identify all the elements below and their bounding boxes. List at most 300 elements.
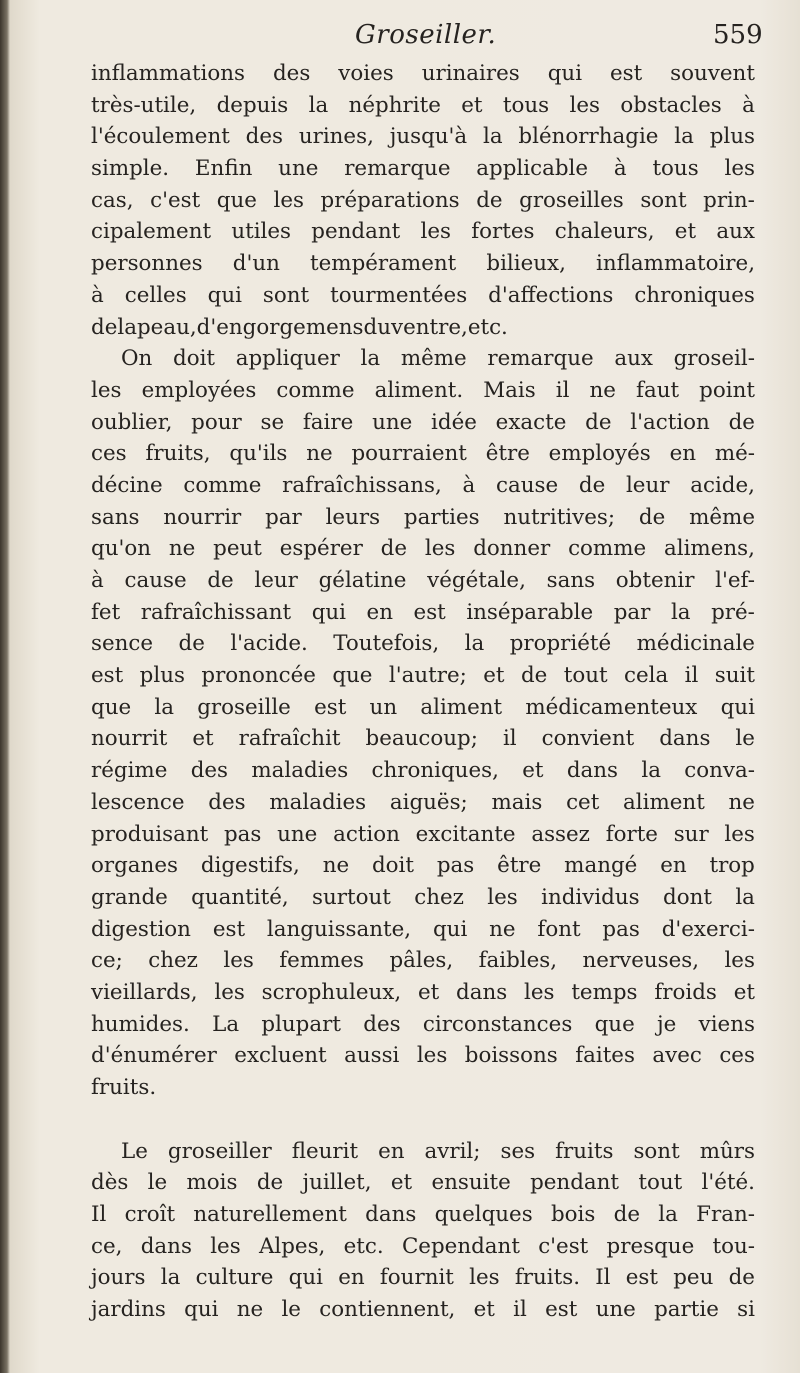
word: trop — [709, 853, 755, 879]
word: pré- — [711, 599, 755, 625]
word: qui — [720, 694, 755, 720]
text-line — [91, 1294, 755, 1326]
word: femmes — [279, 948, 365, 974]
word: il — [684, 663, 699, 689]
word: la — [160, 1265, 181, 1291]
word: avec — [652, 1043, 702, 1069]
word: employés — [548, 441, 651, 467]
word: ne — [306, 441, 333, 467]
word: rafraîchissant — [140, 599, 292, 625]
word: forte — [605, 821, 658, 847]
word: nourrit — [91, 726, 168, 752]
word: je — [657, 1011, 677, 1037]
word: ne — [589, 377, 616, 403]
word: de — [91, 314, 118, 340]
word: excluent — [234, 1043, 327, 1069]
word: c'est — [538, 1233, 589, 1259]
word: très-utile, — [91, 92, 197, 118]
word: et — [473, 1297, 495, 1323]
text-line — [91, 1167, 755, 1199]
word: qui — [547, 61, 583, 86]
word: dans — [365, 1202, 417, 1228]
word: fruits. — [91, 1075, 157, 1100]
word: de — [178, 631, 205, 657]
word: pendant — [311, 219, 401, 245]
word: action — [333, 821, 400, 847]
body-text — [91, 58, 755, 1326]
word: sence — [91, 631, 154, 657]
word: assez — [531, 821, 590, 847]
word: tempérament — [310, 251, 457, 277]
word: pendant — [530, 1170, 620, 1196]
word: croît — [124, 1202, 176, 1228]
word: de — [613, 1202, 640, 1228]
word: contiennent, — [319, 1297, 456, 1323]
word: les — [724, 156, 755, 182]
word: depuis — [216, 92, 289, 118]
word: appliquer — [235, 346, 340, 372]
word: employées — [141, 377, 257, 403]
word: applicable — [476, 156, 589, 182]
word: tous — [502, 92, 550, 118]
word: sur — [673, 821, 709, 847]
text-line — [91, 470, 755, 502]
word: Cependant — [401, 1233, 520, 1259]
running-title: Groseiller. — [355, 20, 497, 50]
word: l'autre; — [388, 663, 467, 689]
word: il — [555, 377, 570, 403]
word: des — [208, 789, 246, 815]
word: souvent — [670, 61, 755, 86]
word: il — [502, 726, 517, 752]
word: presque — [606, 1233, 695, 1259]
word: que — [594, 1011, 635, 1037]
word: doit — [371, 853, 414, 879]
word: et — [483, 663, 505, 689]
word: chez — [414, 884, 464, 910]
word: bilieux, — [486, 251, 566, 277]
word: la — [360, 346, 381, 372]
word: d'énumérer — [91, 1043, 217, 1069]
word: chaleurs, — [554, 219, 655, 245]
word: fet — [91, 599, 121, 625]
word: inflammatoire, — [596, 251, 755, 277]
text-line — [91, 1072, 755, 1104]
word: décine — [91, 472, 163, 498]
word: d'un — [232, 251, 280, 277]
word: les — [724, 948, 755, 974]
paragraph-gap — [91, 1104, 755, 1136]
word: par — [265, 504, 302, 530]
word: végétale, — [427, 568, 526, 593]
word: chroniques — [634, 282, 755, 308]
word: peu — [673, 1265, 714, 1291]
word: aliment — [420, 694, 503, 720]
word: et — [417, 979, 440, 1005]
text-line — [91, 1231, 755, 1263]
word: aussi — [344, 1043, 400, 1069]
word: mois — [186, 1170, 238, 1196]
paragraph-3 — [91, 1136, 755, 1326]
word: Mais — [483, 377, 536, 403]
word: espérer — [279, 536, 363, 562]
word: les — [420, 219, 451, 245]
word: surtout — [312, 884, 391, 910]
word: etc. — [467, 314, 508, 340]
text-line — [91, 153, 755, 185]
word: tout — [638, 1170, 683, 1196]
word: fleurit — [291, 1138, 359, 1164]
word: que — [332, 663, 373, 689]
word: si — [737, 1297, 755, 1323]
word: cipalement — [91, 219, 212, 245]
word: produisant — [91, 821, 209, 847]
word: la — [154, 694, 174, 720]
word: donner — [473, 536, 551, 562]
word: convient — [541, 726, 635, 752]
word: et — [733, 979, 755, 1005]
word: Enfin — [194, 156, 253, 182]
word: circonstances — [422, 1011, 573, 1037]
text-line — [91, 216, 755, 248]
word: qui — [288, 1265, 323, 1291]
text-line — [91, 977, 755, 1009]
word: etc. — [343, 1233, 384, 1259]
word: même — [689, 504, 755, 530]
word: quantité, — [191, 884, 289, 910]
word: les — [210, 1233, 241, 1259]
word: idée — [431, 409, 477, 435]
text-line — [91, 533, 755, 565]
word: qu'ils — [229, 441, 288, 467]
word: le — [147, 1170, 168, 1196]
word: préparations — [320, 187, 460, 213]
word: en — [378, 1138, 405, 1164]
word: que — [216, 187, 257, 213]
word: les — [469, 1265, 500, 1291]
word: la — [735, 884, 755, 910]
word: de — [256, 1170, 284, 1196]
word: obstacles — [620, 92, 722, 118]
word: une — [372, 409, 413, 435]
word: les — [524, 979, 555, 1005]
word: à — [613, 156, 627, 182]
word: prononcée — [201, 663, 316, 689]
word: inflammations — [91, 61, 246, 86]
word: remarque — [344, 156, 451, 182]
word: prin- — [703, 187, 755, 213]
word: dans — [566, 758, 619, 784]
word: plus — [709, 124, 755, 150]
word: pâles, — [389, 948, 454, 974]
word: Il — [91, 1202, 107, 1228]
word: des — [190, 758, 229, 784]
word: peau, — [136, 314, 197, 340]
word: fruits — [555, 1138, 614, 1164]
word: remarque — [487, 346, 594, 372]
word: nerveuses, — [582, 948, 700, 974]
word: Alpes, — [258, 1233, 326, 1259]
word: qui — [432, 916, 468, 942]
word: cause — [495, 472, 559, 498]
word: individus — [541, 884, 640, 910]
word: mais — [491, 789, 543, 815]
word: boissons — [464, 1043, 558, 1069]
text-line — [91, 407, 755, 439]
word: groseil- — [673, 346, 755, 372]
word: culture — [195, 1265, 274, 1291]
word: languissante, — [266, 916, 412, 942]
word: une — [277, 821, 318, 847]
word: Le — [121, 1138, 148, 1164]
word: être — [485, 441, 530, 467]
word: obtenir — [615, 568, 695, 593]
word: de — [476, 187, 503, 213]
text-line — [91, 248, 755, 280]
text-line — [91, 597, 755, 629]
word: les — [91, 377, 122, 403]
text-line — [91, 819, 755, 851]
word: et — [674, 219, 697, 245]
word: voies — [338, 61, 394, 86]
word: vieillards, — [91, 979, 198, 1005]
word: l'écoulement — [91, 124, 230, 150]
word: cela — [624, 663, 669, 689]
word: régime — [91, 758, 168, 784]
word: bois — [550, 1202, 596, 1228]
word: qui — [207, 282, 242, 308]
text-line — [91, 628, 755, 660]
word: Il — [595, 1265, 611, 1291]
word: oublier, — [91, 409, 173, 435]
word: de — [728, 1265, 755, 1291]
word: c'est — [150, 187, 201, 213]
text-line — [91, 375, 755, 407]
word: de — [585, 409, 612, 435]
word: mûrs — [699, 1138, 755, 1164]
word: le — [281, 1297, 301, 1323]
word: et — [192, 726, 214, 752]
paragraph-1 — [91, 58, 755, 343]
word: par — [613, 599, 651, 625]
word: leur — [625, 472, 670, 498]
word: peut — [213, 536, 262, 562]
word: maladies — [251, 758, 349, 784]
word: pas — [223, 821, 262, 847]
word: ces — [91, 441, 127, 467]
word: pour — [191, 409, 242, 435]
text-line — [91, 850, 755, 882]
word: de — [380, 536, 408, 562]
word: organes — [91, 853, 178, 879]
word: ventre, — [391, 314, 468, 340]
word: froids — [654, 979, 717, 1005]
text-line — [91, 945, 755, 977]
word: est — [314, 694, 347, 720]
word: ne — [236, 1297, 264, 1323]
word: qui — [311, 599, 346, 625]
text-line — [91, 502, 755, 534]
word: inséparable — [466, 599, 594, 625]
word: et — [522, 758, 544, 784]
word: fruits, — [145, 441, 211, 467]
word: faut — [636, 377, 680, 403]
word: d'engorgemens — [196, 314, 364, 340]
word: une — [595, 1297, 636, 1323]
word: doit — [173, 346, 216, 372]
word: un — [369, 694, 398, 720]
word: d'exerci- — [661, 916, 755, 942]
word: maladies — [269, 789, 367, 815]
word: est — [545, 1297, 578, 1323]
word: de — [520, 663, 548, 689]
word: qu'on — [91, 536, 152, 562]
word: la — [670, 599, 691, 625]
word: groseille — [197, 694, 291, 720]
word: mé- — [714, 441, 755, 467]
word: sont — [640, 187, 687, 213]
word: les — [416, 1043, 448, 1069]
word: les — [273, 187, 304, 213]
word: tourmentées — [330, 282, 468, 308]
word: sans — [546, 568, 596, 593]
word: l'été. — [701, 1170, 755, 1196]
word: les — [424, 536, 456, 562]
text-line — [91, 723, 755, 755]
text-line — [91, 121, 755, 153]
text-line — [91, 1262, 755, 1294]
word: ne — [168, 536, 196, 562]
word: pourraient — [351, 441, 467, 467]
text-line — [91, 1199, 755, 1231]
word: temps — [571, 979, 638, 1005]
word: grande — [91, 884, 168, 910]
word: néphrite — [348, 92, 441, 118]
word: est — [625, 1265, 658, 1291]
word: personnes — [91, 251, 203, 277]
word: la — [658, 1202, 678, 1228]
word: ne — [322, 853, 350, 879]
word: font — [537, 916, 581, 942]
word: sont — [262, 282, 310, 308]
word: est — [91, 663, 124, 689]
word: ne — [489, 916, 516, 942]
word: faibles, — [478, 948, 558, 974]
text-line — [91, 343, 755, 375]
word: de — [578, 472, 606, 498]
word: la — [641, 758, 661, 784]
word: les — [214, 979, 245, 1005]
word: aux — [614, 346, 653, 372]
word: est — [609, 61, 643, 86]
text-line — [91, 58, 755, 90]
word: viens — [698, 1011, 755, 1037]
word: comme — [276, 377, 355, 403]
word: humides. — [91, 1011, 190, 1037]
word: exacte — [495, 409, 567, 435]
word: celles — [124, 282, 187, 308]
word: les — [487, 884, 518, 910]
text-line — [91, 660, 755, 692]
text-line — [91, 692, 755, 724]
word: dans — [140, 1233, 192, 1259]
word: acide, — [690, 472, 755, 498]
word: juillet, — [302, 1170, 372, 1196]
word: se — [260, 409, 285, 435]
word: scrophuleux, — [261, 979, 402, 1005]
word: à — [742, 92, 755, 118]
word: dès — [91, 1170, 129, 1196]
text-line — [91, 1040, 755, 1072]
word: les — [223, 948, 254, 974]
word: fortes — [471, 219, 535, 245]
word: sans — [91, 504, 140, 530]
word: cet — [566, 789, 600, 815]
word: conva- — [684, 758, 755, 784]
word: plus — [139, 663, 185, 689]
word: même — [400, 346, 467, 372]
word: ce, — [91, 1233, 123, 1259]
word: est — [413, 599, 446, 625]
word: il — [513, 1297, 527, 1323]
word: cas, — [91, 187, 134, 213]
paragraph-2 — [91, 343, 755, 1104]
word: la — [308, 92, 329, 118]
word: l'action — [630, 409, 710, 435]
word: fournit — [379, 1265, 454, 1291]
word: tou- — [712, 1233, 755, 1259]
text-line — [91, 438, 755, 470]
word: la — [464, 631, 485, 657]
word: est — [212, 916, 246, 942]
word: médicamenteux — [525, 694, 698, 720]
word: digestifs, — [200, 853, 300, 879]
word: utiles — [231, 219, 292, 245]
word: ce; — [91, 948, 123, 974]
word: digestion — [91, 916, 191, 942]
word: comme — [183, 472, 262, 498]
word: des — [272, 61, 311, 86]
word: naturellement — [193, 1202, 347, 1228]
word: la — [483, 124, 503, 150]
word: parties — [403, 504, 480, 530]
text-line — [91, 787, 755, 819]
word: propriété — [509, 631, 612, 657]
word: chroniques, — [371, 758, 499, 784]
word: à — [91, 282, 104, 308]
word: en — [366, 599, 393, 625]
word: jours — [91, 1265, 146, 1291]
word: nutritives; — [503, 504, 616, 530]
word: quelques — [434, 1202, 533, 1228]
word: aliment — [623, 789, 705, 815]
word: urines, — [298, 124, 374, 150]
word: jardins — [91, 1297, 166, 1323]
word: être — [497, 853, 542, 879]
word: des — [363, 1011, 401, 1037]
word: en — [660, 853, 687, 879]
word: ensuite — [431, 1170, 511, 1196]
text-line — [91, 312, 755, 344]
word: partie — [654, 1297, 719, 1323]
word: leurs — [325, 504, 381, 530]
word: rafraîchissans, — [282, 472, 442, 498]
word: gélatine — [318, 568, 407, 593]
word: mangé — [564, 853, 638, 879]
word: rafraîchit — [238, 726, 341, 752]
word: une — [278, 156, 319, 182]
word: urinaires — [421, 61, 520, 86]
